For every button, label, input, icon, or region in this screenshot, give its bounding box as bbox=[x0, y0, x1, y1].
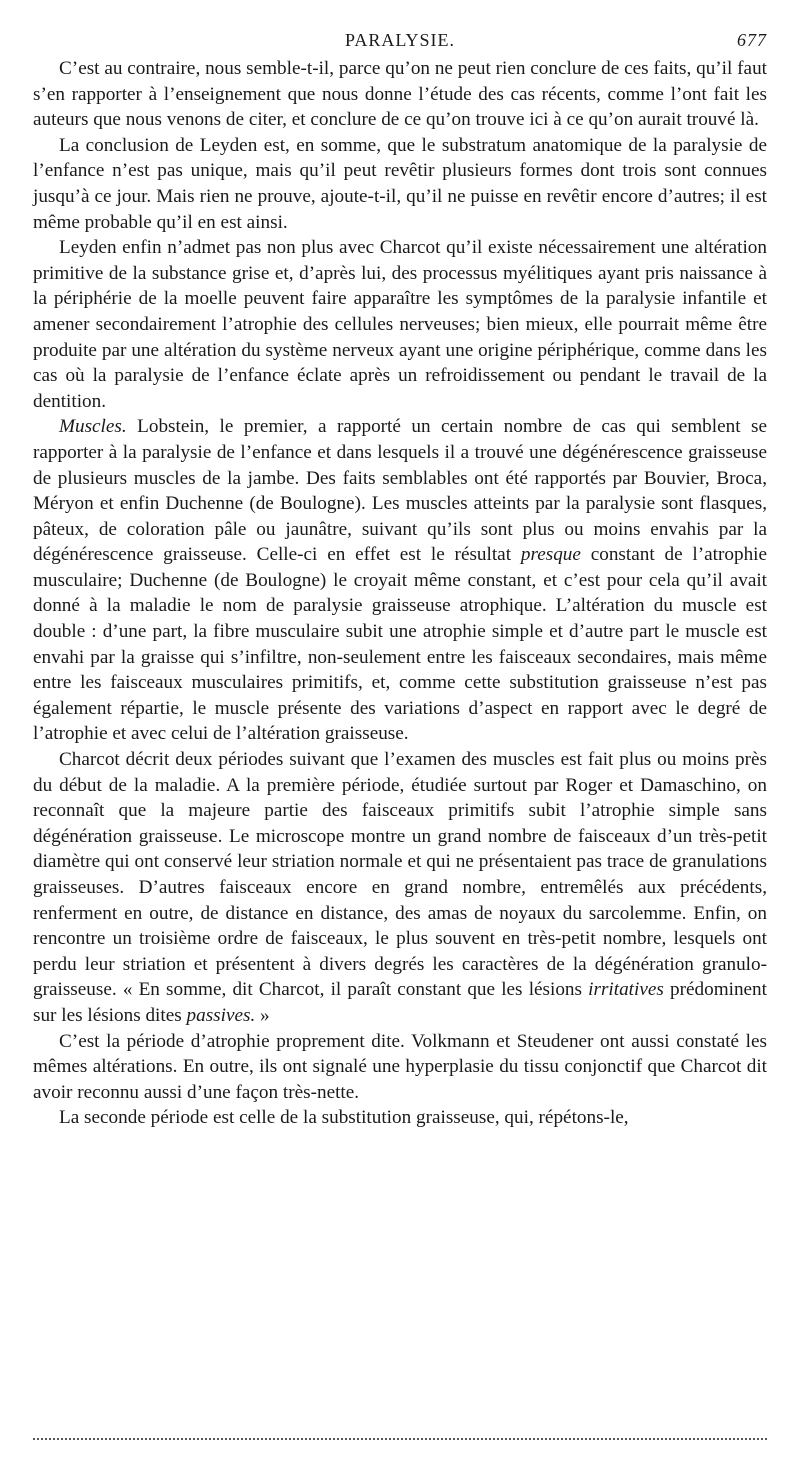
paragraph-1 bbox=[33, 56, 767, 133]
section-lead-muscles: Muscles. bbox=[59, 416, 127, 438]
paragraph-text: Leyden enfin n’admet pas non plus avec Charcot qu’il existe nécessairement une altération primitive de la substance grise et, d’après lui, des processus myélitiques ayant pris naissance à la périphérie de la moelle peuvent faire apparaître les symptômes de la paralysie infantile et amener secondairement l’atrophie des cellules nerveuses; bien mieux, elle pourrait même être produite par une altération du système nerveux ayant une origine périphérique, comme dans les cas où la paralysie de l’enfance éclate après un refroidissement ou pendant le travail de la dentition. bbox=[33, 237, 767, 412]
paragraph-3 bbox=[33, 235, 767, 414]
paragraph-7 bbox=[33, 1105, 767, 1131]
paragraph-text: prédominent sur les lésions dites bbox=[33, 979, 767, 1026]
paragraph-text: » bbox=[255, 1004, 270, 1026]
page bbox=[33, 28, 767, 1131]
body-text bbox=[33, 56, 767, 1131]
paragraph-text: Charcot décrit deux périodes suivant que l’examen des muscles est fait plus ou moins près du début de la maladie. A la première période, étudiée surtout par Roger et Damaschino, on reconnaît que la majeure partie des faisceaux primitifs subit l’atrophie simple sans dégénération graisseuse. Le microscope montre un grand nombre de faisceaux d’un très-petit diamètre qui ont conservé leur striation normale et qui ne présentaient pas trace de granulations graisseuses. D’autres faisceaux encore en grand nombre, entremêlés aux précédents, renferment en outre, de distance en distance, des amas de noyaux du sarcolemme. Enfin, on rencontre un troisième ordre de faisceaux, le plus souvent en très-petit nombre, lesquels ont perdu leur striation et présentent à divers degrés les caractères de la dégénération granulo-graisseuse. « En somme, dit Charcot, il paraît constant que les lésions bbox=[33, 749, 767, 1001]
paragraph-6 bbox=[33, 1029, 767, 1106]
paragraph-text: La seconde période est celle de la substitution graisseuse, qui, répétons-le, bbox=[59, 1107, 629, 1129]
running-title: PARALYSIE. bbox=[344, 30, 456, 50]
emphasis-irritatives: irritatives bbox=[588, 979, 664, 1001]
paragraph-text: Lobstein, le premier, a rapporté un certain nombre de cas qui semblent se rapporter à la paralysie de l’enfance et dans lesquels il a trouvé une dégénérescence graisseuse de plusieurs muscles de la jambe. Des faits semblables ont été rapportés par Bouvier, Broca, Méryon et enfin Duchenne (de Boulogne). Les muscles atteints par la paralysie sont flasques, pâteux, de coloration pâle ou jaunâtre, suivant qu’ils sont plus ou moins envahis par la dégénérescence graisseuse. Celle-ci en effet est le résultat bbox=[33, 416, 767, 566]
emphasis-passives: passives. bbox=[186, 1004, 256, 1026]
emphasis-presque: presque bbox=[520, 544, 581, 566]
page-number: 677 bbox=[737, 30, 767, 50]
paragraph-4-muscles bbox=[33, 414, 767, 747]
running-head bbox=[33, 28, 767, 56]
paragraph-5 bbox=[33, 747, 767, 1029]
footer-dotted-rule bbox=[33, 1438, 767, 1440]
paragraph-2 bbox=[33, 133, 767, 235]
paragraph-text: La conclusion de Leyden est, en somme, que le substratum anatomique de la paralysie de l’enfance n’est pas unique, mais qu’il peut revêtir plusieurs formes dont trois sont connues jusqu’à ce jour. Mais rien ne prouve, ajoute-t-il, qu’il ne puisse en revêtir encore d’autres; il est même probable qu’il en est ainsi. bbox=[33, 134, 767, 233]
paragraph-text: C’est la période d’atrophie proprement dite. Volkmann et Steudener ont aussi constaté les mêmes altérations. En outre, ils ont signalé une hyperplasie du tissu conjonctif que Charcot dit avoir reconnu aussi d’une façon très-nette. bbox=[33, 1030, 767, 1103]
paragraph-text: C’est au contraire, nous semble-t-il, parce qu’on ne peut rien conclure de ces faits, qu’il faut s’en rapporter à l’enseignement que nous donne l’étude des cas récents, comme l’ont fait les auteurs que nous venons de citer, et conclure de ce qu’on trouve ici à ce qu’on aurait trouvé là. bbox=[33, 58, 767, 131]
paragraph-text: constant de l’atrophie musculaire; Duchenne (de Boulogne) le croyait même constant, et c’est pour cela qu’il avait donné à la maladie le nom de paralysie graisseuse atrophique. L’altération du muscle est double : d’une part, la fibre musculaire subit une atrophie simple et d’autre part le muscle est envahi par la graisse qui s’infiltre, non-seulement entre les faisceaux secondaires, mais même entre les faisceaux musculaires primitifs, et, comme cette substitution graisseuse n’est pas également répartie, le muscle présente des variations d’aspect en rapport avec le degré de l’atrophie et avec celui de l’altération graisseuse. bbox=[33, 544, 768, 745]
